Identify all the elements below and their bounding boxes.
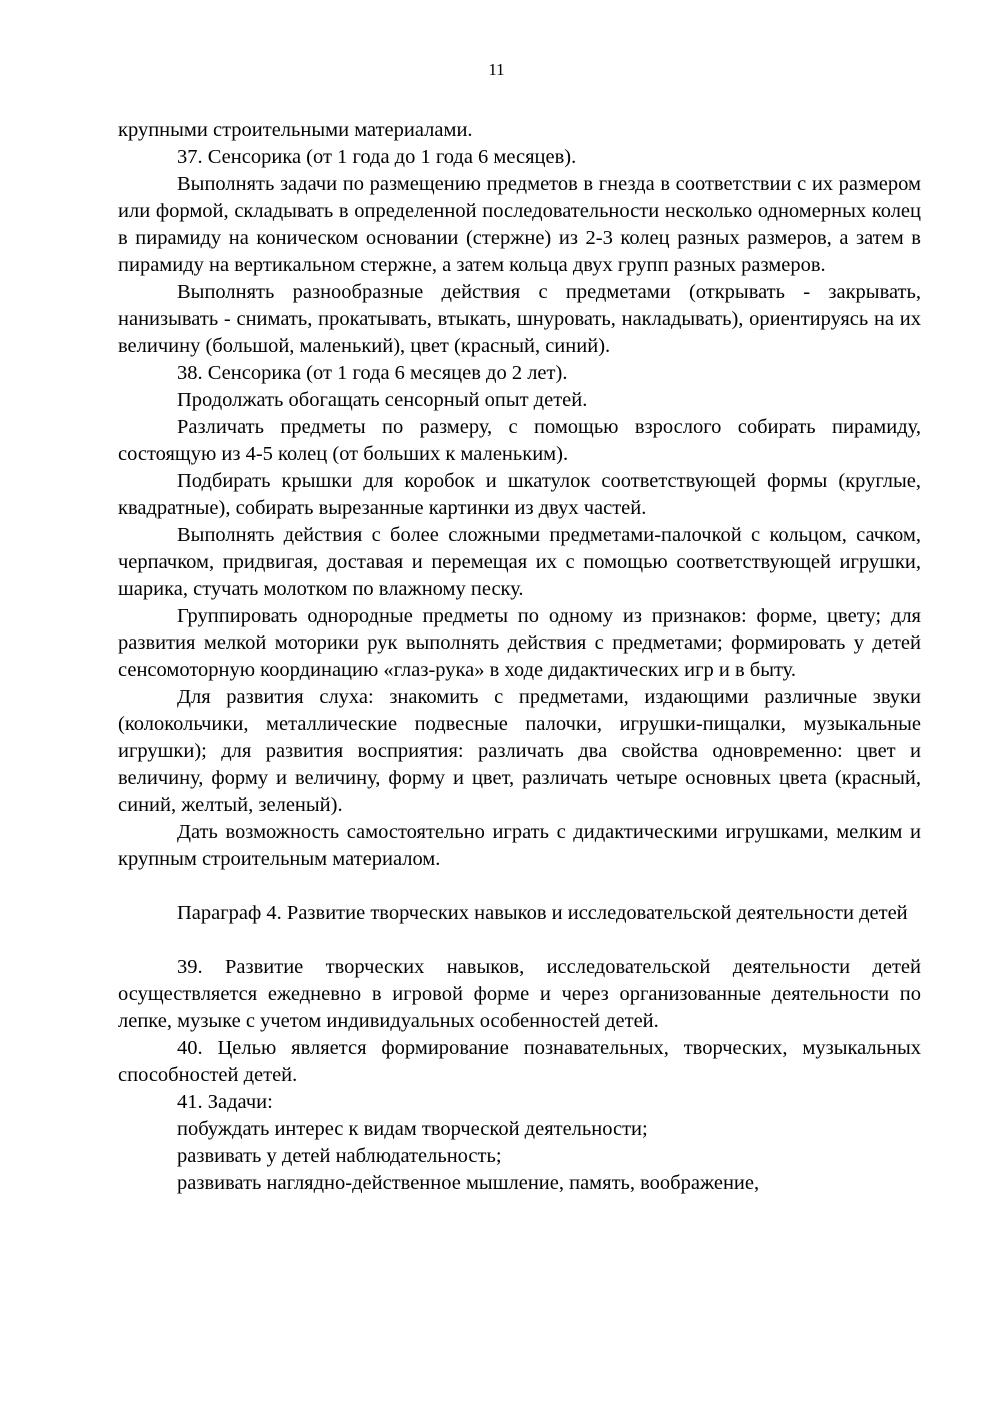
section-38-heading: 38. Сенсорика (от 1 года 6 месяцев до 2 лет). — [177, 362, 568, 384]
paragraph: 40. Целью является формирование познавательных, творческих, музыкальных способностей детей. — [118, 1037, 921, 1086]
paragraph: Выполнять разнообразные действия с предметами (открывать - закрывать, нанизывать - снимать, прокатывать, втыкать, шнуровать, накладывать), ориентируясь на их величину (большой, маленький), цвет (красный, синий). — [118, 281, 921, 357]
page-number: 11 — [488, 60, 505, 79]
list-item: развивать у детей наблюдательность; — [177, 1145, 502, 1167]
paragraph: 39. Развитие творческих навыков, исследовательской деятельности детей осуществляется ежедневно в игровой форме и через организованные деятельности по лепке, музыке с учетом индивидуальных особенностей детей. — [118, 956, 921, 1032]
paragraph: Дать возможность самостоятельно играть с дидактическими игрушками, мелким и крупным строительным материалом. — [118, 821, 921, 870]
paragraph: Подбирать крышки для коробок и шкатулок соответствующей формы (круглые, квадратные), собирать вырезанные картинки из двух частей. — [118, 470, 921, 519]
paragraph: Различать предметы по размеру, с помощью взрослого собирать пирамиду, состоящую из 4-5 колец (от больших к маленьким). — [118, 416, 921, 465]
list-item: развивать наглядно-действенное мышление, память, воображение, — [177, 1172, 760, 1194]
paragraph: Выполнять действия с более сложными предметами-палочкой с кольцом, сачком, черпачком, придвигая, доставая и перемещая их с помощью соответствующей игрушки, шарика, стучать молотком по влажному песку. — [118, 524, 921, 600]
paragraph: Группировать однородные предметы по одному из признаков: форме, цвету; для развития мелкой моторики рук выполнять действия с предметами; формировать у детей сенсомоторную координацию «глаз-рука» в ходе дидактических игр и в быту. — [118, 605, 921, 681]
paragraph: Продолжать обогащать сенсорный опыт детей. — [177, 389, 588, 411]
paragraph: Выполнять задачи по размещению предметов в гнезда в соответствии с их размером или формой, складывать в определенной последовательности несколько одномерных колец в пирамиду на коническом основании (стержне) из 2-3 колец разных размеров, а затем в пирамиду на вертикальном стержне, а затем кольца двух групп разных размеров. — [118, 173, 921, 276]
section-37-heading: 37. Сенсорика (от 1 года до 1 года 6 месяцев). — [177, 146, 577, 168]
paragraph: 41. Задачи: — [177, 1091, 273, 1113]
paragraph-continuation: крупными строительными материалами. — [118, 119, 473, 141]
section-heading: Параграф 4. Развитие творческих навыков и исследовательской деятельности детей — [177, 902, 908, 924]
page-content — [118, 117, 921, 1197]
paragraph: Для развития слуха: знакомить с предметами, издающими различные звуки (колокольчики, металлические подвесные палочки, игрушки-пищалки, музыкальные игрушки); для развития восприятия: различать два свойства одновременно: цвет и величину, форму и величину, форму и цвет, различать четыре основных цвета (красный, синий, желтый, зеленый). — [118, 686, 921, 816]
list-item: побуждать интерес к видам творческой деятельности; — [177, 1118, 648, 1140]
